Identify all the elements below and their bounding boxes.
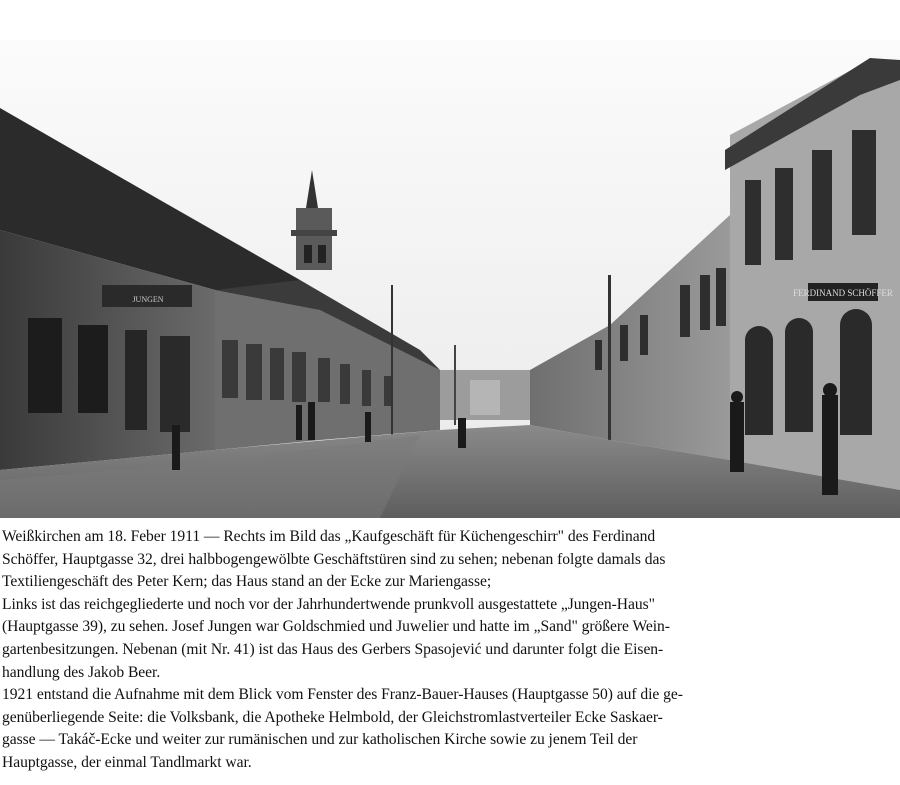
- left-sign-text: JUNGEN: [132, 295, 164, 304]
- caption-line: gasse — Takáč-Ecke und weiter zur rumänischen und zur katholischen Kirche sowie zu jenem Teil der: [2, 731, 638, 749]
- caption-line: Hauptgasse, der einmal Tandlmarkt war.: [2, 753, 252, 771]
- caption-line: Weißkirchen am 18. Feber 1911 — Rechts im Bild das „Kaufgeschäft für Küchengeschirr" des Ferdinand: [2, 528, 656, 545]
- street-photo-illustration: [0, 40, 900, 518]
- caption-line: handlung des Jakob Beer.: [2, 663, 161, 681]
- shop-sign-text: FERDINAND SCHÖFFER: [793, 288, 893, 298]
- caption-line: Schöffer, Hauptgasse 32, drei halbbogengewölbte Geschäftstüren sind zu sehen; nebenan folgte damals das: [2, 550, 666, 568]
- caption-line: gartenbesitzungen. Nebenan (mit Nr. 41) ist das Haus des Gerbers Spasojević und darunter folgt die Eisen-: [2, 640, 664, 658]
- caption-line: Textiliengeschäft des Peter Kern; das Haus stand an der Ecke zur Mariengasse;: [2, 573, 492, 591]
- photo-caption: [2, 526, 898, 775]
- caption-line: genüberliegende Seite: die Volksbank, die Apotheke Helmbold, der Gleichstromlastverteiler Ecke Saskaer-: [2, 708, 663, 726]
- caption-line: Links ist das reichgegliederte und noch vor der Jahrhundertwende prunkvoll ausgestattete „Jungen-Haus": [2, 595, 655, 613]
- caption-line: 1921 entstand die Aufnahme mit dem Blick vom Fenster des Franz-Bauer-Hauses (Hauptgasse 50) auf die ge-: [2, 686, 683, 704]
- street-photograph: [0, 40, 900, 518]
- caption-line: (Hauptgasse 39), zu sehen. Josef Jungen war Goldschmied und Juwelier und hatte im „Sand" größere Wein-: [2, 618, 670, 636]
